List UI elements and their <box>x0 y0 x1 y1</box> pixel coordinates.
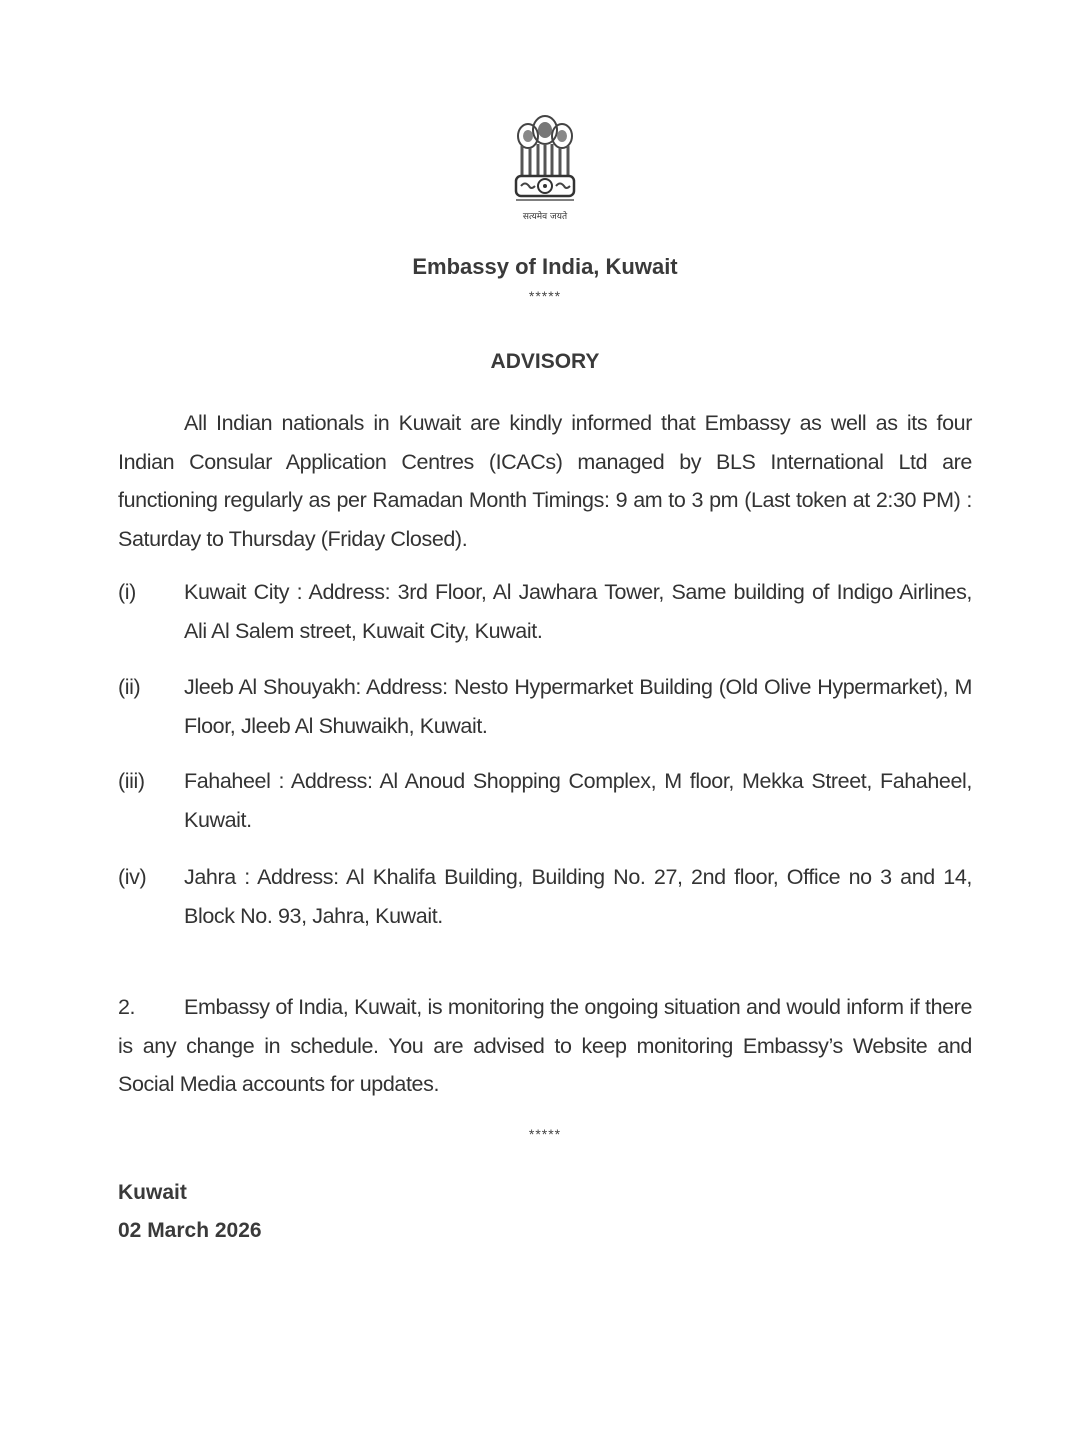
emblem-motto: सत्यमेव जयते <box>522 212 568 222</box>
centre-address: Jleeb Al Shouyakh: Address: Nesto Hypermarket Building (Old Olive Hypermarket), M Floor, Jleeb Al Shuwaikh, Kuwait. <box>184 675 972 738</box>
advisory-heading: ADVISORY <box>490 350 600 373</box>
centre-address: Kuwait City : Address: 3rd Floor, Al Jawhara Tower, Same building of Indigo Airlines, Ali Al Salem street, Kuwait City, Kuwait. <box>184 580 972 643</box>
centre-address: Fahaheel : Address: Al Anoud Shopping Complex, M floor, Mekka Street, Fahaheel, Kuwait. <box>184 769 972 832</box>
signature-place: Kuwait <box>118 1181 187 1204</box>
national-emblem-icon <box>508 108 582 220</box>
document-title: Embassy of India, Kuwait <box>412 254 678 279</box>
intro-paragraph: All Indian nationals in Kuwait are kindly informed that Embassy as well as its four Indian Consular Application Centres (ICACs) managed by BLS International Ltd are functioning regularly as per Ramadan Month Timings: 9 am to 3 pm (Last token at 2:30 PM) : Saturday to Thursday (Friday Closed). <box>118 411 972 551</box>
centre-number: (iv) <box>118 865 147 889</box>
centre-number: (iii) <box>118 769 145 793</box>
lion-capital-icon <box>508 108 582 208</box>
paragraph-2-text: Embassy of India, Kuwait, is monitoring the ongoing situation and would inform if there is any change in schedule. You are advised to keep monitoring Embassy’s Website and Social Media accounts for updates. <box>118 995 972 1096</box>
centre-number: (i) <box>118 580 136 604</box>
end-separator: ***** <box>528 1126 562 1142</box>
title-separator: ***** <box>528 288 562 304</box>
centre-number: (ii) <box>118 675 141 699</box>
paragraph-2-number: 2. <box>118 995 136 1019</box>
centre-address: Jahra : Address: Al Khalifa Building, Building No. 27, 2nd floor, Office no 3 and 14, Block No. 93, Jahra, Kuwait. <box>184 865 972 928</box>
paragraph-2 <box>118 988 972 1104</box>
signature-date: 02 March 2026 <box>118 1219 262 1242</box>
